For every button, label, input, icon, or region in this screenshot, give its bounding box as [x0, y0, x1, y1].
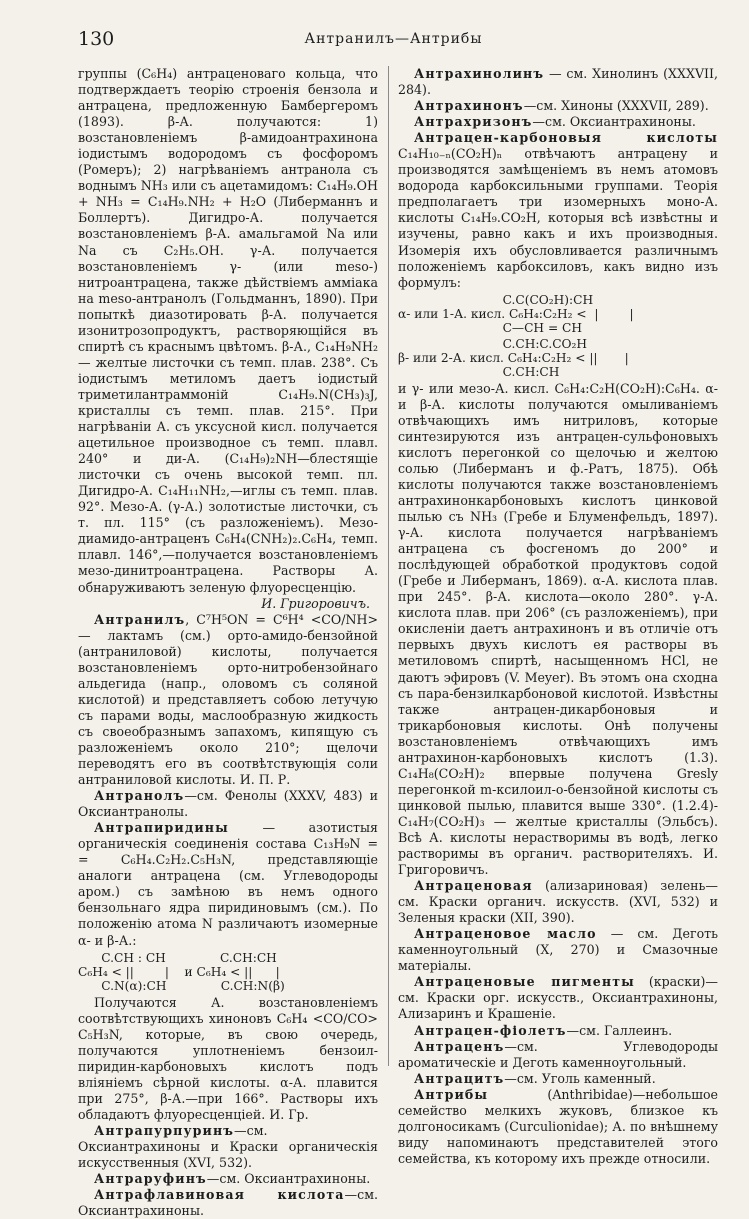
entry-text: (ализариновая) зелень—см. Краски органич. искусств. (XVI, 532) и Зеленыя краски (XII, 390).	[398, 878, 718, 926]
dictionary-entry	[78, 1123, 378, 1171]
entry-text: C₁₄H₁₀₋ₙ(CO₂H)ₙ отвѣчаютъ антрацену и производятся замѣщеніемъ въ немъ атомовъ водорода карбоксильными группами. Теорія предполагаетъ три изомерныхъ моно-А. кислоты C₁₄H₉.CO₂H, которыя всѣ извѣстны и изучены, равно какъ и ихъ производныя. Изомерія ихъ обусловливается различнымъ положеніемъ карбоксиловъ, какъ видно изъ формулъ:	[398, 146, 718, 290]
dictionary-entry	[78, 612, 378, 789]
formula-block: C.CH : CH C.CH:CH C₆H₄ < || | и C₆H₄ < || | C.N(α):CH C.CH:N(β)	[78, 950, 285, 993]
entry-text: —см. Хиноны (XXXVII, 289).	[523, 98, 709, 114]
dictionary-entry	[398, 926, 718, 974]
dictionary-entry	[398, 114, 718, 130]
entry-text: , C⁷H⁵ON = C⁶H⁴ <CO/NH> — лактамъ (см.) орто-амидо-бензойной (антраниловой) кислоты, получается возстановленіемъ орто-нитробензойнаго альдегида (напр., оловомъ съ соляной кислотой) и представляетъ собою летучую съ парами воды, маслообразную жидкость съ своеобразнымъ запахомъ, кипящую съ разложеніемъ около 210°; щелочи переводятъ его въ соотвѣтствующія соли антраниловой кислоты. И. П. Р.	[78, 611, 378, 788]
dictionary-entry	[398, 974, 718, 1022]
entry-text: —см. Оксиантрахиноны и Краски органическія искусственныя (XVI, 532).	[78, 1122, 378, 1171]
dictionary-entry	[78, 1171, 378, 1187]
entry-headword: Антранолъ	[94, 788, 185, 804]
dictionary-entry	[398, 66, 718, 98]
formula-block: C.C(CO₂H):CH α- или 1-А. кисл. C₆H₄:C₂H₂ < | | C—CH = CH	[398, 292, 634, 335]
dictionary-entry	[398, 1023, 718, 1039]
entry-text: —см. Галлеинъ.	[566, 1022, 673, 1038]
column-divider	[388, 66, 389, 1066]
dictionary-entry	[398, 98, 718, 114]
entry-text: —см. Оксиантрахиноны.	[78, 1187, 378, 1219]
author-signature: И. Григоровичъ.	[261, 595, 370, 611]
dictionary-entry	[78, 1187, 378, 1219]
page-header	[78, 28, 709, 52]
entry-headword: Антрацен-фіолетъ	[414, 1022, 567, 1038]
dictionary-entry	[398, 130, 718, 290]
dictionary-entry	[398, 878, 718, 926]
entry-headword: Антрацен-карбоновыя кислоты	[414, 130, 718, 146]
page-number: 130	[78, 28, 115, 50]
entry-text: (Anthribidae)—небольшое семейство мелкихъ жуковъ, близкое къ долгоносикамъ (Curculionidae); А. по внѣшнему виду напоминаютъ представителей этого семейства, къ которому ихъ прежде относили.	[398, 1086, 718, 1166]
entry-headword: Антрахинолинъ	[414, 66, 545, 81]
entry-text: —см. Углеводороды ароматическіе и Деготь каменноугольный.	[398, 1038, 718, 1070]
entry-text: —см. Фенолы (XXXV, 483) и Оксиантранолы.	[78, 788, 378, 820]
running-title: Антранилъ—Антрибы	[304, 31, 483, 47]
dictionary-entry	[398, 1039, 718, 1071]
entry-headword: Антрибы	[414, 1086, 489, 1102]
entry-headword: Антрапиридины	[94, 820, 229, 836]
entry-headword: Антраценовые пигменты	[414, 974, 635, 990]
formula-block: C.CH:C.CO₂H β- или 2-А. кисл. C₆H₄:C₂H₂ < || | C.CH:CH	[398, 336, 629, 379]
entry-text: —см. Оксиантрахиноны.	[206, 1171, 371, 1187]
dictionary-entry	[398, 1071, 718, 1087]
dictionary-entry	[398, 1087, 718, 1167]
entry-text: — азотистыя органическія соединенія состава C₁₃H₉N = = C₆H₄.C₂H₂.C₅H₃N, представляющіе аналоги антрацена (см. Углеводороды аром.) съ замѣною въ немъ одного бензольнаго ядра пиридиновымъ (см.). По положенію атома N различаютъ изомерные α- и β-А.:	[78, 820, 378, 948]
entry-text: —см. Уголь каменный.	[504, 1070, 656, 1086]
entry-text: —см. Оксиантрахиноны.	[532, 114, 696, 130]
right-column	[398, 66, 718, 1167]
entry-text: — см. Деготь каменноугольный (X, 270) и Смазочные матеріалы.	[398, 926, 718, 974]
entry-text: (краски)—см. Краски орг. искусств., Оксиантрахиноны, Ализаринъ и Крашеніе.	[398, 974, 718, 1022]
left-column	[78, 66, 378, 1219]
entry-headword: Антранилъ	[94, 611, 186, 627]
paragraph: группы (C₆H₄) антраценоваго кольца, что подтверждаетъ теорію строенія бензола и антрацена, предложенную Бамбергеромъ (1893). β-А. получаются: 1) возстановленіемъ β-амидоантрахинона іодистымъ водородомъ съ фосфоромъ (Ромеръ); 2) нагрѣваніемъ антранола съ воднымъ NH₃ или съ ацетамидомъ: C₁₄H₉.OH + NH₃ = C₁₄H₉.NH₂ + H₂O (Либерманнъ и Боллертъ). Дигидро-А. получается возстановленіемъ β-А. амальгамой Na или Na съ C₂H₅.OH. γ-А. получается возстановленіемъ γ- (или meso-) нитроантрацена, также дѣйствіемъ аммiака на meso-антранолъ (Гольдманнъ, 1890). При попыткѣ диазотировать β-А. получается изонитрозопродуктъ, растворяющійся въ спиртѣ съ краснымъ цвѣтомъ. β-А., C₁₄H₉NH₂ — желтые листочки съ темп. плав. 238°. Съ іодистымъ метиломъ даетъ іодистый триметилантраммоній C₁₄H₉.N(CH₃)₃J, кристаллы съ темп. плав. 215°. При нагрѣваніи А. съ уксусной кисл. получается ацетильное производное съ темп. плавл. 240° и ди-А. (C₁₄H₉)₂NH—блестящіе листочки съ очень высокой темп. пл. Дигидро-А. C₁₄H₁₁NH₂,—иглы съ темп. плав. 92°. Мезо-А. (γ-А.) золотистые листочки, съ т. пл. 115° (съ разложеніемъ). Мезо-диамидо-антраценъ C₆H₄(CNH₂)₂.C₆H₄, темп. плавл. 146°,—получается возстановленіемъ мезо-динитроантрацена. Растворы А. обнаруживаютъ зеленую флуоресценцію.	[78, 66, 378, 595]
entry-headword: Антрахризонъ	[414, 114, 533, 130]
entry-headword: Антрапурпуринъ	[94, 1122, 235, 1138]
entry-headword: Антраценовое масло	[414, 926, 597, 942]
paragraph: и γ- или мезо-А. кисл. C₆H₄:C₂H(CO₂H):C₆H₄. α- и β-А. кислоты получаются омыливаніемъ отвѣчающихъ имъ нитриловъ, которые синтезируются изъ антрацен-сульфоновыхъ кислотъ перегонкой со щелочью и желтою солью (Либерманъ и ф.-Ратъ, 1875). Обѣ кислоты получаются также возстановленіемъ антрахинонкарбоновыхъ кислотъ цинковой пылью съ NH₃ (Гребе и Блуменфельдъ, 1897). γ-А. кислота получается нагрѣваніемъ антрацена съ фосгеномъ до 200° и послѣдующей обработкой продуктовъ содой (Гребе и Либерманъ, 1869). α-А. кислота плав. при 245°. β-А. кислота—около 280°. γ-А. кислота плав. при 206° (съ разложеніемъ), при окисленіи даетъ антрахинонъ и въ отличіе отъ первыхъ двухъ кислотъ ея растворы въ метиловомъ спиртѣ, насыщенномъ HCl, не даютъ эфировъ (V. Meyer). Въ этомъ она сходна съ пара-бензилкарбоновой кислотой. Извѣстны также антрацен-дикарбоновыя и трикарбоновыя кислоты. Онѣ получены возстановленіемъ отвѣчающихъ имъ антрахинон-карбоновыхъ кислотъ (1.3). C₁₄H₈(CO₂H)₂ впервые получена Gresly перегонкой m-ксилоил-о-бензойной кислоты съ цинковой пылью, плавится выше 330°. (1.2.4)-C₁₄H₇(CO₂H)₃ — желтые кристаллы (Эльбсъ). Всѣ А. кислоты нерастворимы въ водѣ, легко растворимы въ органич. растворителяхъ. И. Григоровичъ.	[398, 380, 718, 878]
dictionary-entry	[78, 788, 378, 820]
entry-headword: Антраруфинъ	[94, 1171, 207, 1187]
paragraph: Получаются А. возстановленіемъ соотвѣтствующихъ хиноновъ C₆H₄ <CO/CO> C₅H₃N, которые, въ свою очередь, получаются уплотненіемъ бензоил-пиридин-карбоновыхъ кислотъ подъ вліяніемъ сѣрной кислоты. α-А. плавится при 275°, β-А.—при 166°. Растворы ихъ обладаютъ флуоресценціей. И. Гр.	[78, 994, 378, 1122]
dictionary-entry	[78, 820, 378, 948]
entry-headword: Антрацитъ	[414, 1070, 505, 1086]
entry-headword: Антраценъ	[414, 1038, 505, 1054]
entry-text: — см. Хинолинъ (XXXVII, 284).	[398, 66, 718, 98]
entry-headword: Антраценовая	[414, 878, 533, 894]
entry-headword: Антрафлавиновая кислота	[94, 1187, 345, 1203]
entry-headword: Антрахинонъ	[414, 98, 524, 114]
